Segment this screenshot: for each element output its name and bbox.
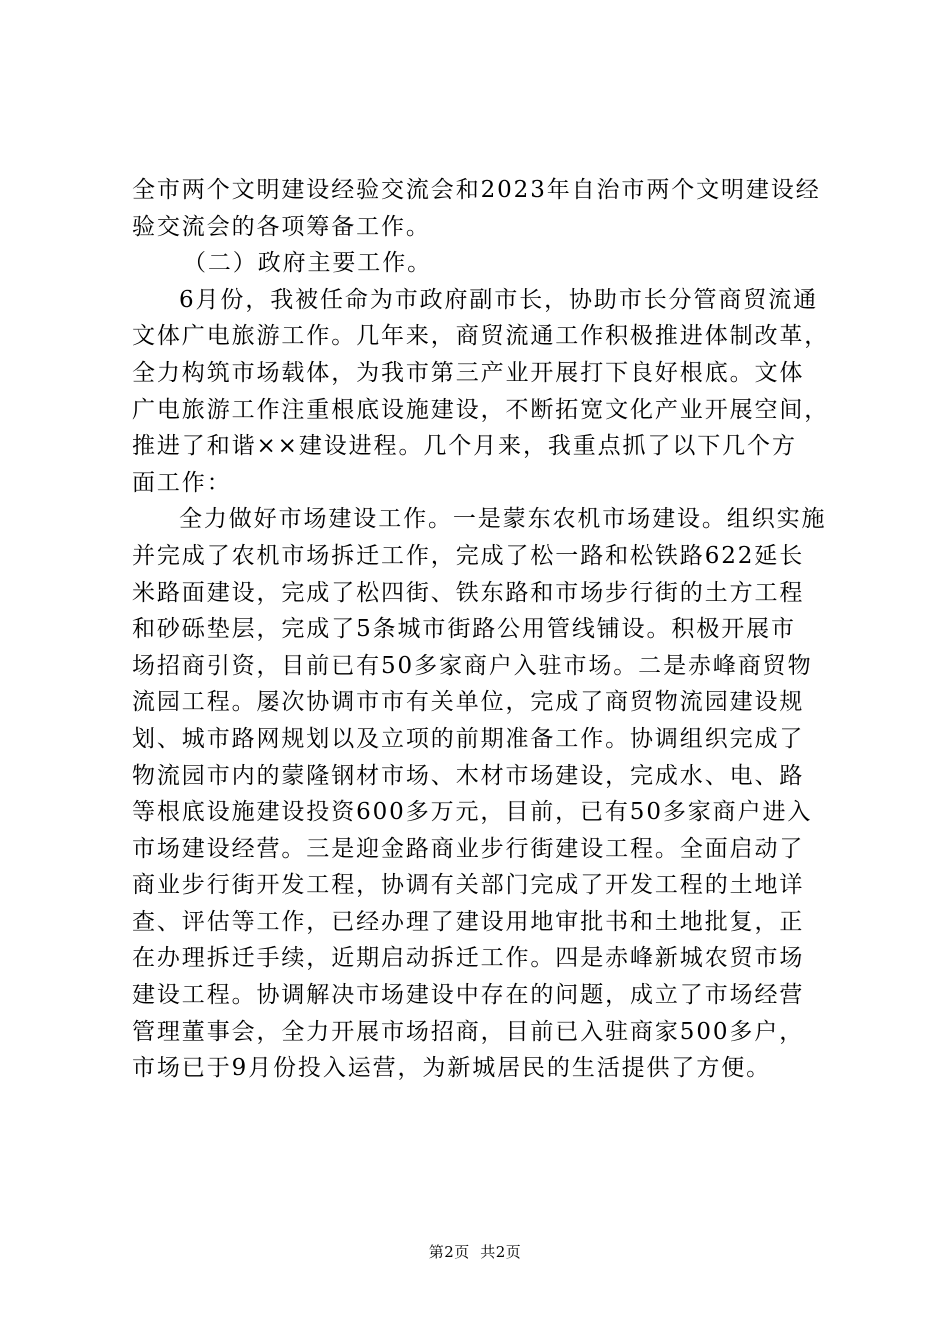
text-line: 管理董事会，全力开展市场招商，目前已入驻商家500多户， [132,1018,805,1045]
text-line: 查、评估等工作，已经办理了建设用地审批书和土地批复，正 [132,908,805,935]
text-line: 文体广电旅游工作。几年来，商贸流通工作积极推进体制改革， [132,323,830,350]
text-line: 流园工程。屡次协调市市有关单位，完成了商贸物流园建设规 [132,689,805,716]
text-line: 商业步行街开发工程，协调有关部门完成了开发工程的土地详 [132,872,805,899]
paragraph-start: 全力做好市场建设工作。一是蒙东农机市场建设。组织实施 [179,506,827,533]
text-line: 划、城市路网规划以及立项的前期准备工作。协调组织完成了 [132,725,805,752]
text-line: 和砂砾垫层，完成了5条城市街路公用管线铺设。积极开展市 [132,616,796,643]
text-line: 等根底设施建设投资600多万元，目前，已有50多家商户进入 [132,799,813,826]
page-footer [0,1241,950,1262]
document-body [132,172,832,1087]
text-line: 米路面建设，完成了松四街、铁东路和市场步行街的土方工程 [132,579,805,606]
paragraph-start: 6月份，我被任命为市政府副市长，协助市长分管商贸流通 [179,286,819,313]
text-line: 并完成了农机市场拆迁工作，完成了松一路和松铁路622延长 [132,542,805,569]
text-line: 全力构筑市场载体，为我市第三产业开展打下良好根底。文体 [132,359,805,386]
text-line: 市场已于9月份投入运营，为新城居民的生活提供了方便。 [132,1055,772,1082]
text-line: 推进了和谐××建设进程。几个月来，我重点抓了以下几个方 [132,433,797,460]
text-line: 物流园市内的蒙隆钢材市场、木材市场建设，完成水、电、路 [132,762,805,789]
text-line: 市场建设经营。三是迎金路商业步行街建设工程。全面启动了 [132,835,805,862]
text-line: 建设工程。协调解决市场建设中存在的问题，成立了市场经营 [132,982,805,1009]
text-line: 全市两个文明建设经验交流会和2023年自治市两个文明建设经 [132,177,821,203]
text-line: 验交流会的各项筹备工作。 [132,213,431,240]
section-heading: （二）政府主要工作。 [183,250,432,277]
text-line: 场招商引资，目前已有50多家商户入驻市场。二是赤峰商贸物 [132,652,813,679]
page-number: 第2页 共2页 [428,1243,522,1261]
text-line: 广电旅游工作注重根底设施建设，不断拓宽文化产业开展空间， [132,396,830,423]
text-line: 面工作： [132,469,232,496]
text-line: 在办理拆迁手续，近期启动拆迁工作。四是赤峰新城农贸市场 [132,945,805,972]
